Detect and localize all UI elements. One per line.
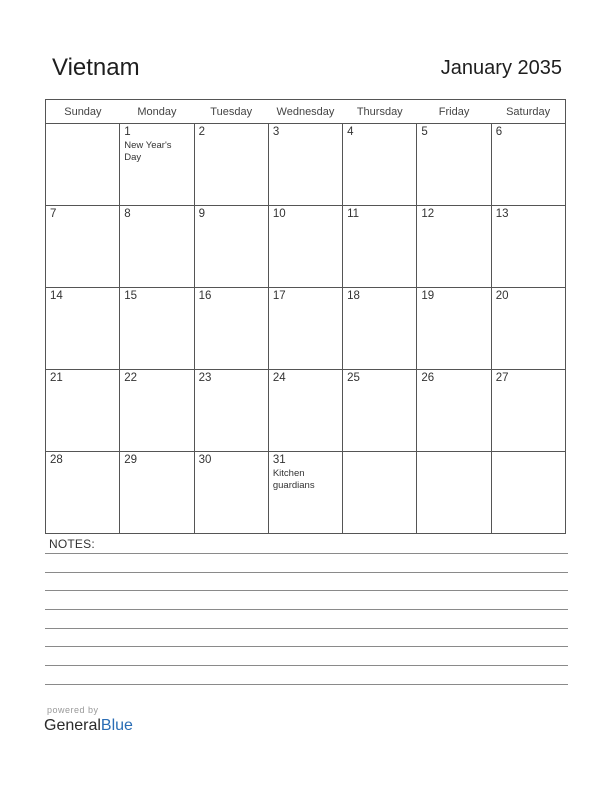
day-cell — [268, 124, 342, 206]
day-number: 7 — [50, 208, 57, 220]
weekday-sunday: Sunday — [46, 100, 120, 124]
notes-label: NOTES: — [49, 537, 95, 551]
calendar-grid — [45, 99, 566, 534]
day-cell — [268, 370, 342, 452]
day-number: 6 — [495, 126, 503, 138]
day-cell — [46, 370, 120, 452]
notes-line — [45, 628, 568, 629]
notes-line — [45, 646, 568, 647]
day-number: 20 — [495, 290, 509, 302]
day-cell — [491, 124, 565, 206]
day-number: 12 — [421, 208, 435, 220]
day-cell — [417, 452, 491, 534]
day-cell — [194, 124, 268, 206]
notes-line — [45, 553, 568, 554]
day-cell — [417, 206, 491, 288]
month-year-title: January 2035 — [440, 57, 562, 79]
day-cell — [417, 288, 491, 370]
day-number: 28 — [50, 454, 63, 466]
brand-blue: Blue — [100, 717, 133, 734]
day-number: 5 — [421, 126, 428, 138]
day-cell — [46, 452, 120, 534]
day-number: 24 — [272, 372, 286, 384]
weekday-friday: Friday — [417, 100, 491, 124]
day-cell — [120, 288, 194, 370]
day-number: 21 — [50, 372, 63, 384]
day-number: 11 — [347, 208, 360, 220]
day-number: 2 — [198, 126, 205, 138]
day-cell — [120, 370, 194, 452]
day-number: 31 — [272, 454, 286, 466]
week-row — [46, 452, 566, 534]
powered-by-text: powered by — [47, 705, 99, 715]
day-cell — [46, 288, 120, 370]
day-number: 25 — [347, 372, 360, 384]
weekday-wednesday: Wednesday — [268, 100, 342, 124]
notes-line — [45, 665, 568, 666]
day-number: 30 — [198, 454, 212, 466]
day-number: 9 — [198, 208, 205, 220]
holiday-label: Kitchen guardians — [272, 468, 315, 491]
day-number: 1 — [124, 126, 131, 138]
day-cell — [120, 452, 194, 534]
day-cell — [194, 452, 268, 534]
day-number: 26 — [421, 372, 435, 384]
day-number: 27 — [495, 372, 509, 384]
day-cell — [46, 206, 120, 288]
day-cell — [268, 452, 342, 534]
day-number: 15 — [124, 290, 138, 302]
day-cell — [491, 206, 565, 288]
brand-general: General — [44, 717, 101, 734]
day-number: 3 — [272, 126, 280, 138]
day-cell — [343, 288, 417, 370]
day-number: 22 — [124, 372, 138, 384]
day-cell — [268, 288, 342, 370]
weekday-header-row — [46, 100, 566, 124]
day-number: 8 — [124, 208, 131, 220]
day-cell — [120, 124, 194, 206]
day-cell — [491, 370, 565, 452]
week-row — [46, 288, 566, 370]
day-cell — [491, 288, 565, 370]
day-cell — [491, 452, 565, 534]
weekday-thursday: Thursday — [343, 100, 417, 124]
day-cell — [194, 206, 268, 288]
day-cell — [268, 206, 342, 288]
notes-line — [45, 590, 568, 591]
day-number: 29 — [124, 454, 138, 466]
country-title: Vietnam — [52, 54, 140, 81]
notes-line — [45, 609, 568, 610]
day-cell — [194, 370, 268, 452]
week-row — [46, 370, 566, 452]
day-cell — [343, 452, 417, 534]
week-row — [46, 206, 566, 288]
day-number: 14 — [50, 290, 63, 302]
day-cell — [417, 124, 491, 206]
day-cell — [46, 124, 120, 206]
day-cell — [120, 206, 194, 288]
weekday-tuesday: Tuesday — [194, 100, 268, 124]
day-cell — [417, 370, 491, 452]
day-number: 18 — [347, 290, 360, 302]
day-cell — [343, 206, 417, 288]
day-number: 19 — [421, 290, 435, 302]
weekday-monday: Monday — [120, 100, 194, 124]
day-number: 10 — [272, 208, 286, 220]
day-cell — [194, 288, 268, 370]
holiday-label: New Year's Day — [124, 140, 172, 163]
generalblue-logo[interactable] — [44, 717, 133, 735]
day-number: 13 — [495, 208, 509, 220]
day-number: 4 — [347, 126, 354, 138]
notes-line — [45, 572, 568, 573]
day-number: 17 — [272, 290, 286, 302]
day-number: 23 — [198, 372, 212, 384]
week-row — [46, 124, 566, 206]
weekday-saturday: Saturday — [491, 100, 565, 124]
day-number: 16 — [198, 290, 212, 302]
day-cell — [343, 370, 417, 452]
day-cell — [343, 124, 417, 206]
notes-line — [45, 684, 568, 685]
